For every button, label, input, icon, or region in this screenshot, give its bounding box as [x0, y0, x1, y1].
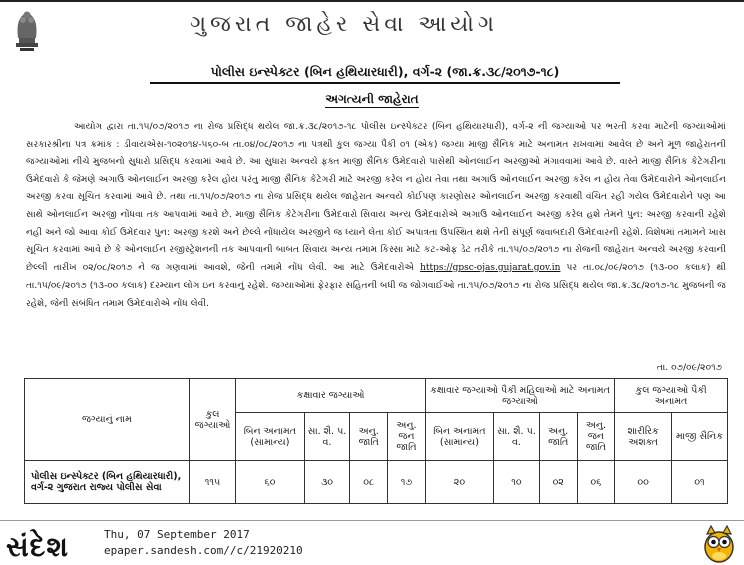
- subheader-sebc: સા. શૈ. પ. વ.: [304, 413, 350, 461]
- cell-cat-st: ૧૭: [388, 461, 426, 504]
- page-title: ગુજરાત જાહેર સેવા આયોગ: [190, 12, 498, 37]
- owl-mascot-icon[interactable]: [702, 522, 736, 564]
- notice-heading: અગત્યની જાહેરાત: [325, 92, 419, 106]
- publication-date: Thu, 07 September 2017: [104, 528, 250, 541]
- notice-date: તા. ૦૭/૦૯/૨૦૧૭: [656, 362, 722, 373]
- body-text-part1: આયોગ દ્વારા તા.૧૫/૦૭/૨૦૧૭ ના રોજ પ્રસિદ્ધ થયેલ જા.ક્ર.૩૮/૨૦૧૭-૧૮ પોલીસ ઇન્સ્પેક્ટર (બિન હથિયારધારી), વર્ગ-૨ ની જગ્યાઓ પર ભરતી કરવા માટેની જગ્યાઓમાં સરકારશ્રીના પત્ર ક્રમાંક : ડીવાયએસ-૧૦૨૦૧૪-૫૬૦-બ તા.૦૪/૦૮/૨૦૧૭ ના પત્રથી કુલ જગ્યા પૈકી ૦૧ (એક) જગ્યા માજી સૈનિક માટે અનામત રાખવામાં આવેલ છે અને મૂળ જાહેરાતની જગ્યાઓમાં નીચે મુજબનો સુધારો પ્રસિદ્ધ કરવામાં આવે છે. આ સુધારા અન્વયે ફક્ત માજી સૈનિક ઉમેદવારો પાસેથી ઓનલાઈન અરજીઓ મંગાવવામાં આવે છે. વાસ્તે માજી સૈનિક કેટેગરીના ઉમેદવારો કે જેમણે અગાઉ ઓનલાઈન અરજી કરેલ હોય પરંતુ માજી સૈનિક કેટેગરી માટે અરજી કરેલ ન હોય તેવા તથા અગાઉ ઓનલાઈન અરજી કરેલ ન હોય તેવા ઉમેદવારોને ઓનલાઈન અરજી કરવા સૂચિત કરવામાં આવે છે. તથા તા.૧૫/૦૭/૨૦૧૭ ના રોજ પ્રસિદ્ધ થયેલ જાહેરાત અન્વયે કોઈપણ કારણોસર ઓનલાઈન અરજી કરવાથી વંચિત રહી ગયેલ ઉમેદવારોને પણ આ સાથે ઓનલાઈન અરજી નોંધવા તક આપવામાં આવે છે. માજી સૈનિક કેટેગરીના ઉમેદવારો સિવાય અન્ય ઉમેદવારોએ અગાઉ ઓનલાઈન અરજી કરેલ હશે તેમને પુન: અરજી કરવાની રહેશે નહી અને જો આવા કોઈ ઉમેદવાર પુન: અરજી કરશે અને છેલ્લે નોંધાયેલ અરજીને જ ધ્યાને લેતા કોઈ અપાત્રતા ઉપસ્થિત થશે તેની સંપૂર્ણ જવાબદારી ઉમેદવારની રહેશે. વિશેષમાં તમામને ખાસ સૂચિત કરવામાં આવે છે કે ઓનલાઈન રજીસ્ટ્રેશનની તક આપવાની બાબત સિવાય અન્ય તમામ કિસ્સા માટે કટ-ઓફ ડેટ તરીકે તા.૧૫/૦૭/૨૦૧૭ ના રોજની જાહેરાત અન્વયે અરજી કરવાની છેલ્લી તારીખ ૦૨/૦૮/૨૦૧૭ ને જ ગણવામાં આવશે, જેની તમામે નોંધ લેવી. આ માટે ઉમેદવારોએ: [26, 121, 726, 273]
- subheader-exservice: માજી સૈનિક: [671, 413, 727, 461]
- subheader-disabled: શારીરિક અશક્ત: [615, 413, 672, 461]
- cell-women-general: ૨૦: [425, 461, 493, 504]
- top-rule: [0, 0, 744, 2]
- table-header-row: [25, 379, 728, 413]
- subtitle-rule: [150, 82, 620, 84]
- subheader-women-st: અનુ. જન જાતિ: [577, 413, 615, 461]
- header-total-reserved: કુલ જગ્યાઓ પૈકી અનામત: [615, 379, 728, 413]
- cell-cat-sc: ૦૮: [350, 461, 388, 504]
- cell-total: ૧૧૫: [189, 461, 236, 504]
- cell-cat-general: ૬૦: [236, 461, 304, 504]
- footer-divider: [0, 520, 744, 521]
- subheader-women-sc: અનુ. જાતિ: [539, 413, 577, 461]
- subheader-women-sebc: સા. શૈ. પ. વ.: [494, 413, 540, 461]
- cell-women-sc: ૦૨: [539, 461, 577, 504]
- header-post-name: જગ્યાનું નામ: [25, 379, 190, 461]
- lion-capital-emblem-icon: [8, 2, 46, 54]
- cell-post-name: પોલીસ ઇન્સ્પેક્ટર (બિન હથિયારધારી), વર્ગ-૨ ગુજરાત રાજ્ય પોલીસ સેવા: [25, 461, 190, 504]
- subheader-st: અનુ. જન જાતિ: [388, 413, 426, 461]
- cell-cat-sebc: ૩૦: [304, 461, 350, 504]
- subheader-women-general: બિન અનામત (સામાન્ય): [425, 413, 493, 461]
- header-category-posts: કક્ષાવાર જગ્યાઓ: [236, 379, 426, 413]
- cell-disabled: ૦૦: [615, 461, 672, 504]
- header-women-reserved: કક્ષાવાર જગ્યાઓ પૈકી મહિલાઓ માટે અનામત જગ્યાઓ: [425, 379, 615, 413]
- notice-body: [26, 118, 726, 313]
- epaper-footer: [0, 520, 744, 565]
- post-subtitle: પોલીસ ઇન્સ્પેક્ટર (બિન હથિયારધારી), વર્ગ-૨ (જા.ક્ર.૩૮/૨૦૧૭-૧૮): [210, 64, 560, 79]
- subheader-general: બિન અનામત (સામાન્ય): [236, 413, 304, 461]
- epaper-link[interactable]: epaper.sandesh.com//c/21920210: [104, 544, 303, 557]
- posts-table: [24, 378, 728, 504]
- ojas-link[interactable]: https://gpsc-ojas.gujarat.gov.in: [420, 262, 561, 273]
- cell-women-sebc: ૧૦: [494, 461, 540, 504]
- body-text-part2: પર તા.૦૮/૦૯/૨૦૧૭ (૧૩-૦૦ કલાક) થી તા.૧૫/૦૯/૨૦૧૭ (૧૩-૦૦ કલાક) દરમ્યાન લોગ ઇન કરવાનું રહેશે. જગ્યાઓમાં ફેરફાર સહિતની બધી જ જોગવાઈઓ તા.૧૫/૦૭/૨૦૧૭ ના રોજ પ્રસિદ્ધ થયેલ જા.ક્ર.૩૮/૨૦૧૭-૧૮ મુજબની જ રહેશે, જેની સંબંધિત તમામ ઉમેદવારોએ નોંધ લેવી.: [26, 261, 727, 309]
- sandesh-logo[interactable]: સંદેશ: [6, 530, 69, 563]
- cell-exservice: ૦૧: [671, 461, 727, 504]
- header-total: કુલ જગ્યાઓ: [189, 379, 236, 461]
- cell-women-st: ૦૬: [577, 461, 615, 504]
- subheader-sc: અનુ. જાતિ: [350, 413, 388, 461]
- table-row: [25, 461, 728, 504]
